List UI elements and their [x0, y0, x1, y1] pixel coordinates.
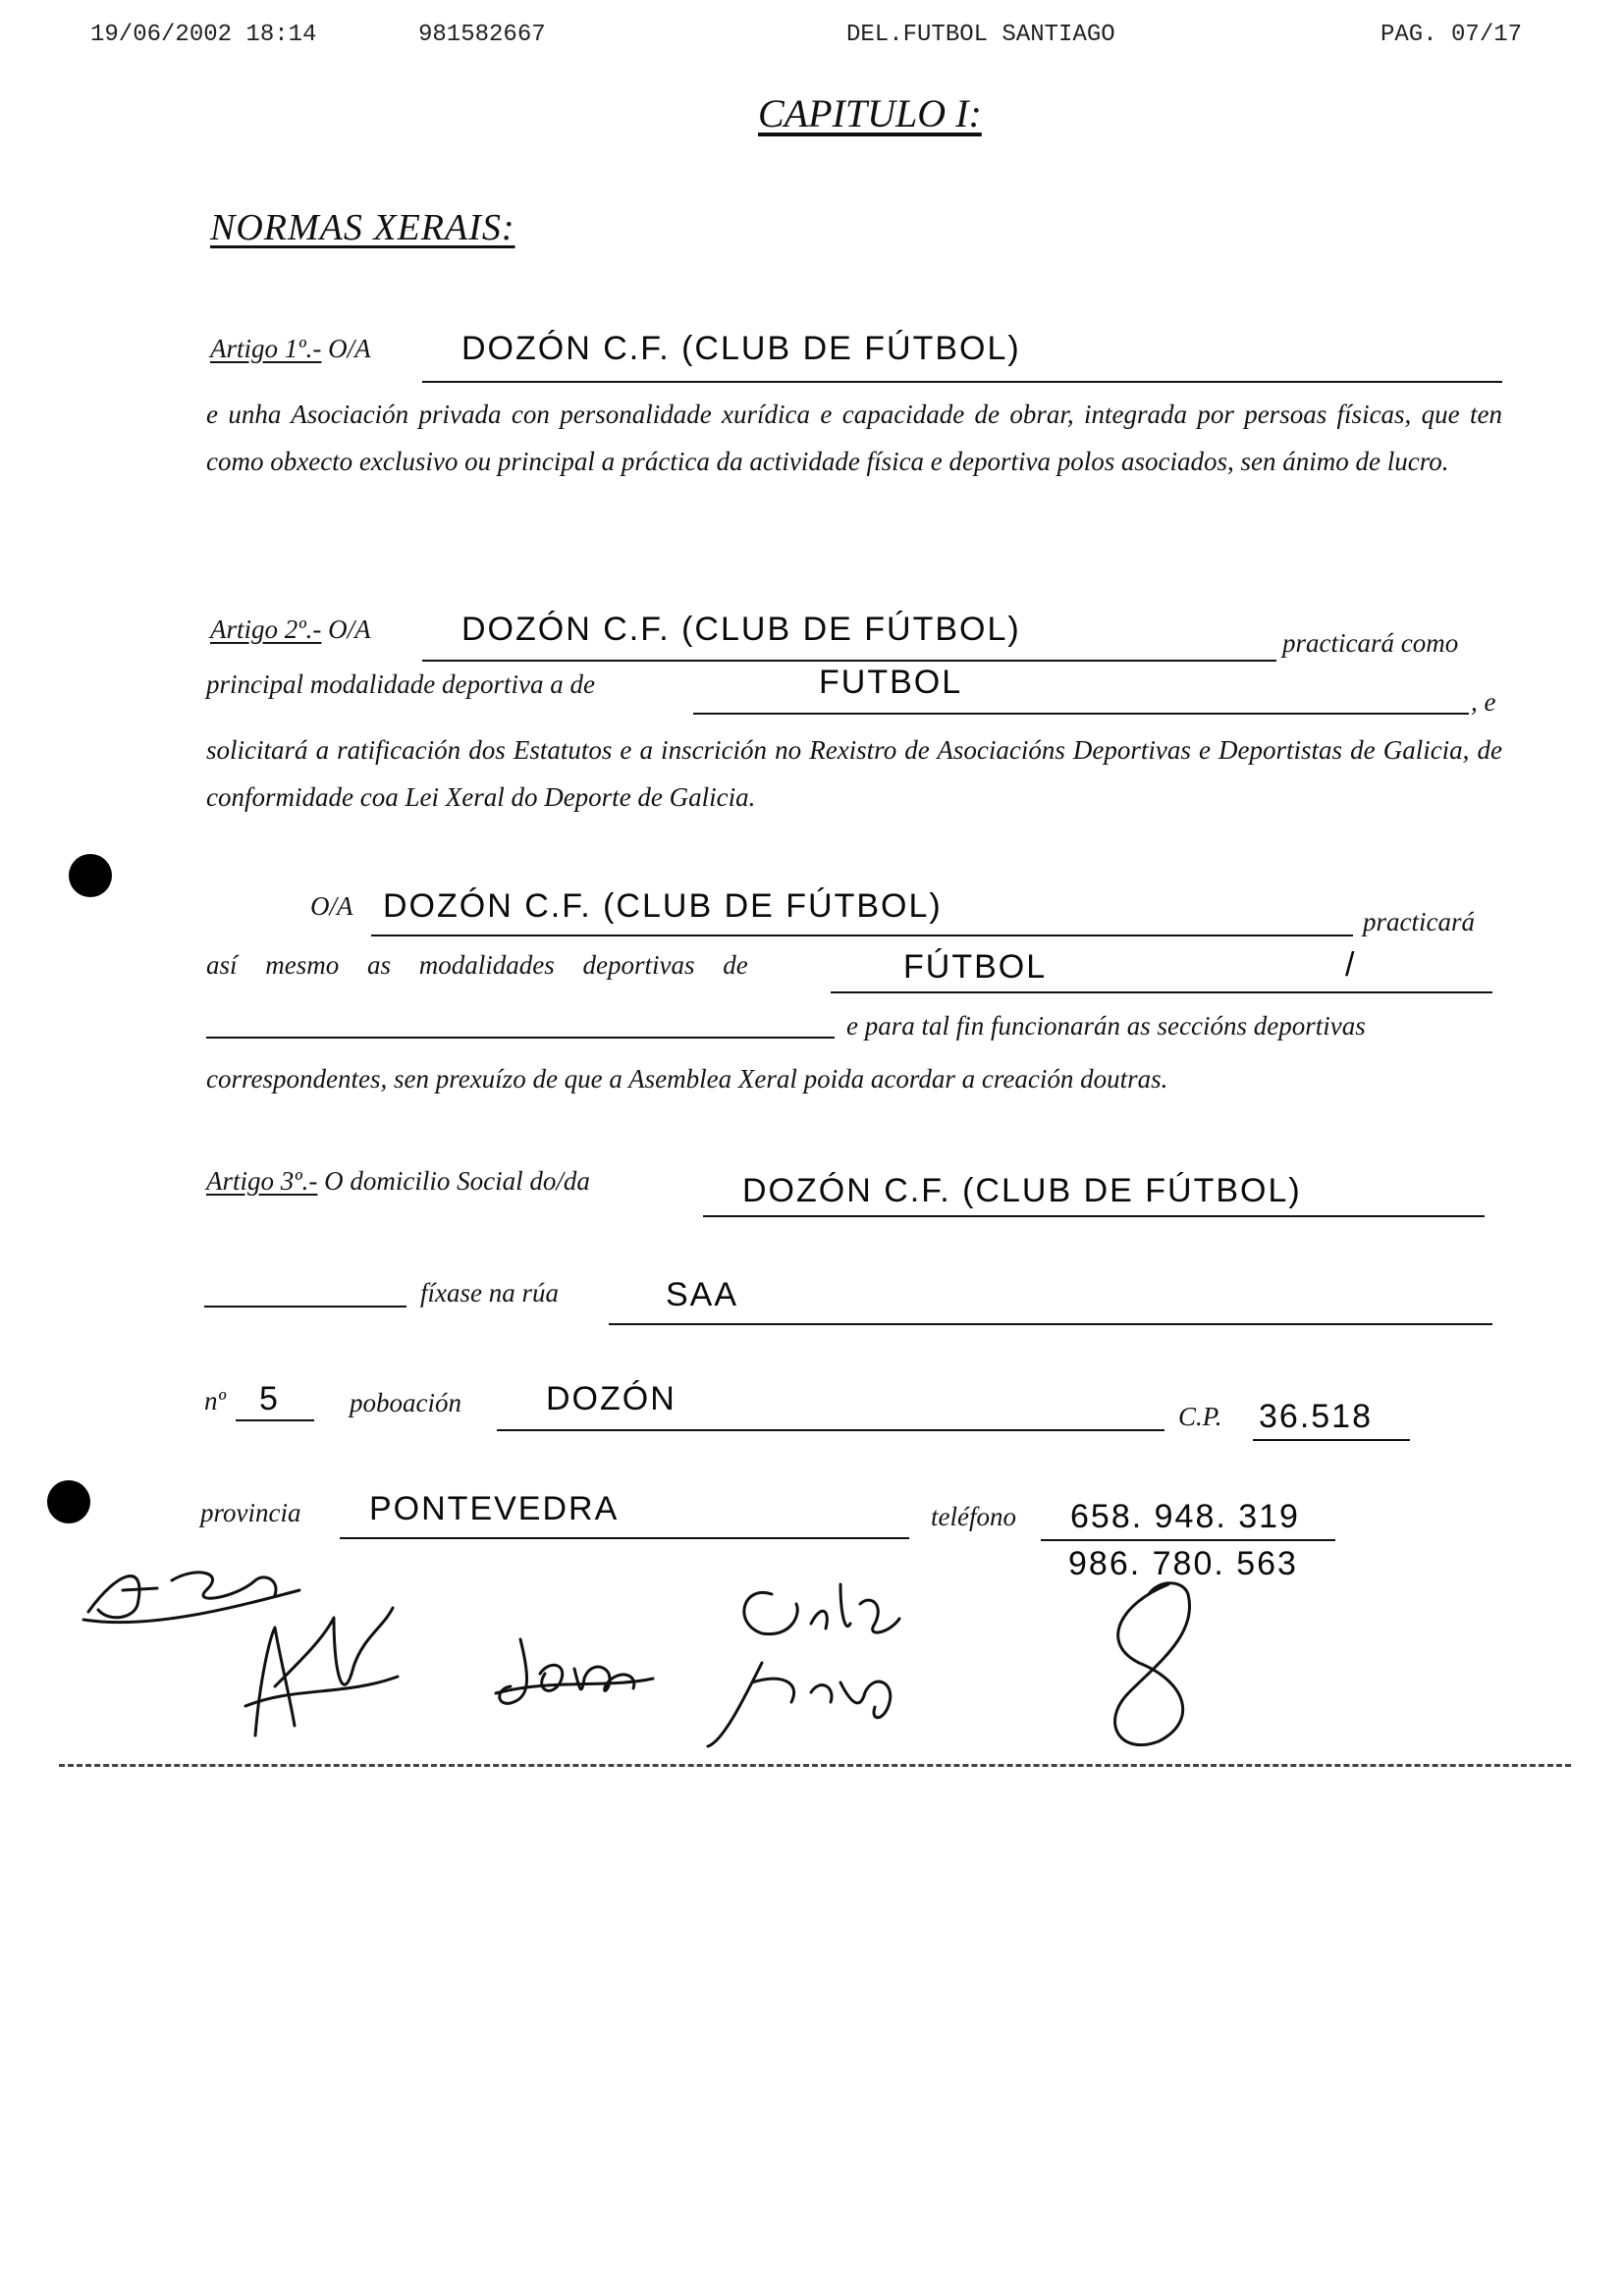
- article-1-heading: [210, 334, 371, 364]
- signature-2: [236, 1598, 403, 1750]
- phone-1-value: 658. 948. 319: [1070, 1498, 1300, 1535]
- article-3-heading: [206, 1166, 590, 1197]
- article-2b-after-name: practicará: [1363, 907, 1475, 936]
- article-2b-extra-line: [206, 1037, 835, 1039]
- article-3-text: O domicilio Social do/da: [324, 1166, 590, 1196]
- article-2b-slash: /: [1345, 946, 1357, 984]
- article-2-sport-line: [693, 713, 1469, 715]
- article-1-prefix: O/A: [328, 334, 371, 363]
- article-2-after-name: practicará como: [1282, 628, 1459, 658]
- article-2-line2-end: , e: [1471, 687, 1496, 717]
- street-value: SAA: [666, 1276, 739, 1313]
- street-prefix-line: [204, 1306, 406, 1308]
- signature-4: [703, 1565, 919, 1756]
- province-line: [340, 1537, 909, 1539]
- article-2b-line4-text: correspondentes, sen prexuízo de que a Asemblea Xeral poida acordar a creación doutras.: [206, 1064, 1168, 1094]
- punch-hole-bottom: [47, 1480, 90, 1523]
- phone-label: teléfono: [931, 1502, 1016, 1531]
- article-2-club-name: DOZÓN C.F. (CLUB DE FÚTBOL): [461, 611, 1021, 648]
- article-2-line2-text: principal modalidade deportiva a de: [206, 669, 595, 699]
- article-2b-sports: FÚTBOL: [903, 948, 1048, 986]
- number-label: nº: [204, 1386, 226, 1415]
- province-value: PONTEVEDRA: [369, 1490, 620, 1527]
- chapter-title: CAPITULO I:: [758, 91, 982, 135]
- street-line: [609, 1323, 1492, 1325]
- signature-3: [491, 1620, 658, 1723]
- fax-header: [0, 22, 1624, 61]
- number-line: [236, 1419, 314, 1421]
- fax-datetime: 19/06/2002 18:14: [90, 22, 317, 48]
- town-line: [497, 1429, 1164, 1431]
- article-1-fill-line: [422, 381, 1502, 383]
- article-1-club-name: DOZÓN C.F. (CLUB DE FÚTBOL): [461, 330, 1021, 367]
- street-label: fíxase na rúa: [420, 1278, 559, 1308]
- section-title: NORMAS XERAIS:: [210, 207, 515, 248]
- province-label: provincia: [200, 1498, 301, 1527]
- article-2b-prefix: O/A: [310, 891, 353, 921]
- article-2-fill-line: [422, 660, 1276, 662]
- town-label: poboación: [350, 1388, 461, 1417]
- article-2-main-sport: FUTBOL: [819, 664, 963, 701]
- article-2b-line3-text: e para tal fin funcionarán as seccións deportivas: [846, 1011, 1366, 1041]
- cp-line: [1253, 1439, 1410, 1441]
- punch-hole-top: [69, 854, 112, 897]
- phone-2-value: 986. 780. 563: [1068, 1545, 1298, 1582]
- article-2b-club-name: DOZÓN C.F. (CLUB DE FÚTBOL): [383, 887, 943, 925]
- article-2-label: Artigo 2º.-: [210, 614, 322, 644]
- article-2-prefix: O/A: [328, 614, 371, 644]
- bottom-separator: [59, 1764, 1571, 1767]
- fax-page: PAG. 07/17: [1380, 22, 1523, 48]
- article-3-club-name: DOZÓN C.F. (CLUB DE FÚTBOL): [742, 1172, 1302, 1209]
- article-2-heading: [210, 614, 371, 645]
- article-2b-line2-text: así mesmo as modalidades deportivas de: [206, 950, 748, 980]
- article-3-name-line: [703, 1215, 1485, 1217]
- article-3-label: Artigo 3º.-: [206, 1166, 318, 1196]
- article-2b-fill-line: [371, 934, 1353, 936]
- article-2-text: solicitará a ratificación dos Estatutos e a inscrición no Rexistro de Asociacións Deportivas e Deportistas de Galicia, de conformidade coa Lei Xeral do Deporte de Galicia.: [206, 735, 1502, 812]
- fax-sender: DEL.FUTBOL SANTIAGO: [846, 22, 1115, 48]
- phone-line: [1041, 1539, 1335, 1541]
- cp-label: C.P.: [1178, 1402, 1222, 1431]
- town-value: DOZÓN: [546, 1380, 677, 1417]
- number-value: 5: [259, 1380, 280, 1417]
- signature-5: [1080, 1575, 1227, 1756]
- fax-number: 981582667: [418, 22, 546, 48]
- article-1-label: Artigo 1º.-: [210, 334, 322, 363]
- article-2b-sport-line: [831, 991, 1492, 993]
- cp-value: 36.518: [1259, 1398, 1373, 1435]
- article-1-text: e unha Asociación privada con personalidade xurídica e capacidade de obrar, integrada por persoas físicas, que ten como obxecto exclusivo ou principal a práctica da actividade física e deportiva polos asociados, sen ánimo de lucro.: [206, 400, 1502, 476]
